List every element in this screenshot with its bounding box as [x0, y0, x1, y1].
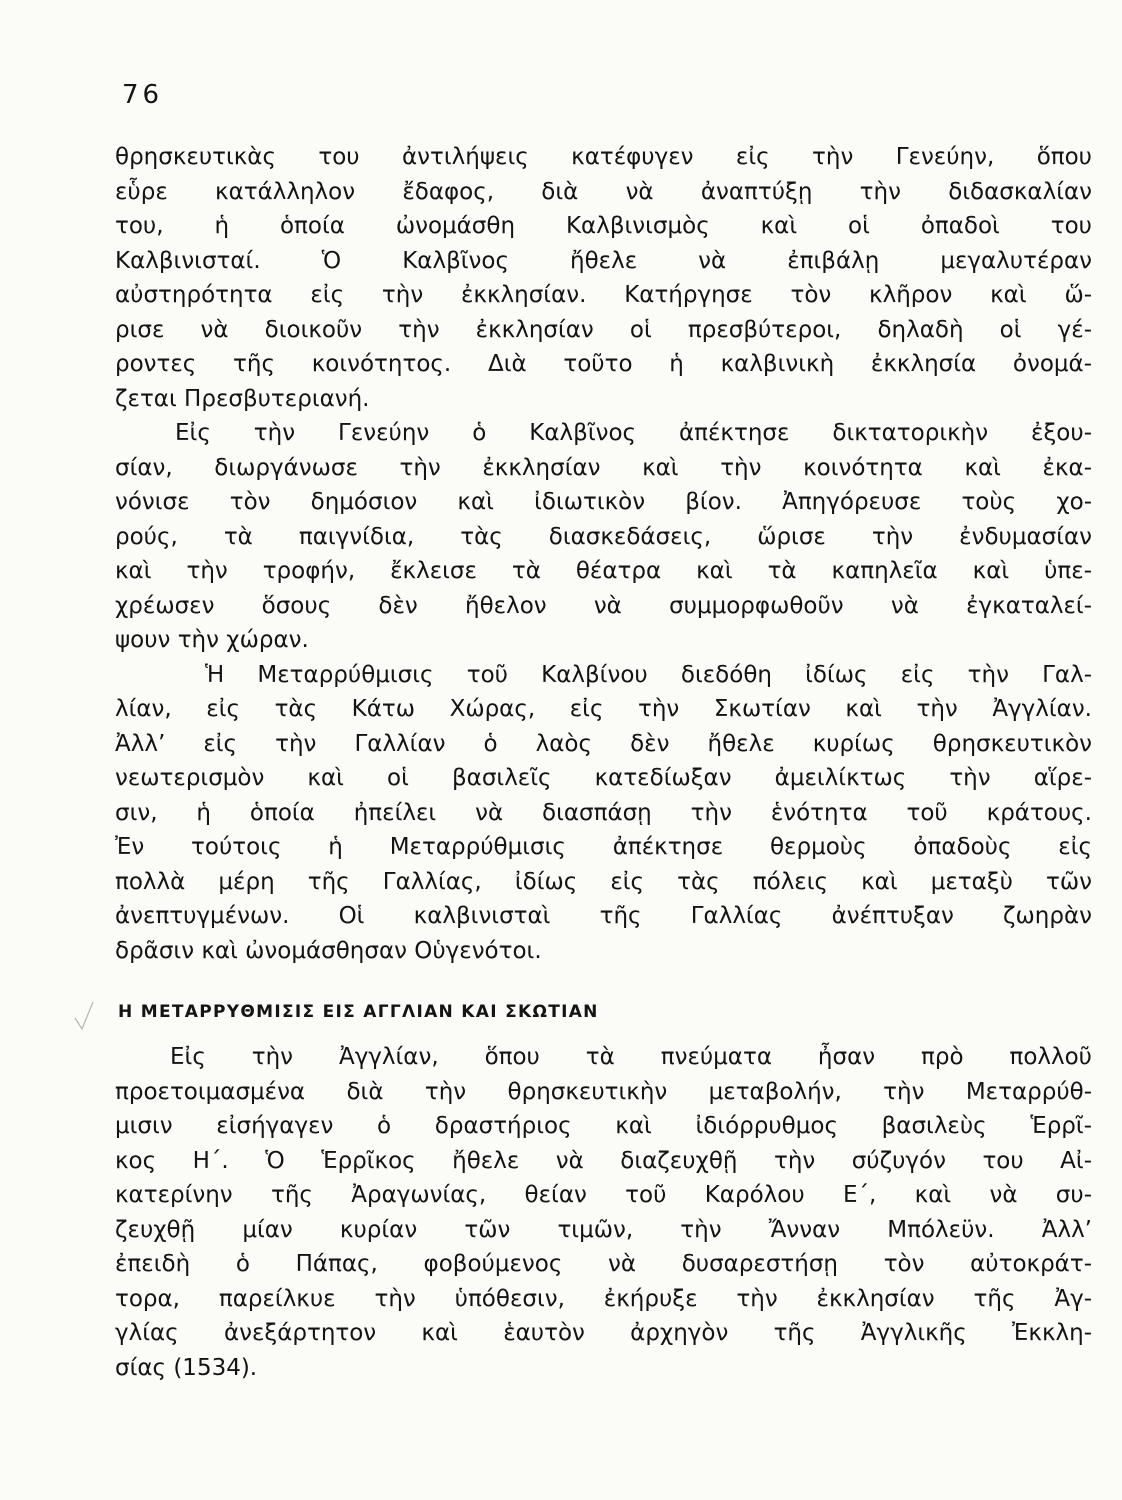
text-line: ζεται Πρεσβυτεριανή. [115, 385, 370, 412]
text-line: ρούς, τὰ παιγνίδια, τὰς διασκεδάσεις, ὥρισε τὴν ἐνδυμασίαν [115, 523, 1092, 550]
text-line: Ἀλλ’ εἰς τὴν Γαλλίαν ὁ λαὸς δὲν ἤθελε κυρίως θρησκευτικὸν [115, 730, 1092, 757]
text-line: σιν, ἡ ὁποία ἠπείλει νὰ διασπάσῃ τὴν ἑνότητα τοῦ κράτους. [115, 799, 1092, 826]
text-line: σίας (1534). [115, 1354, 258, 1381]
text-line: τορα, παρείλκυε τὴν ὑπόθεσιν, ἐκήρυξε τὴν ἐκκλησίαν τῆς Ἀγ- [115, 1285, 1092, 1312]
text-line: ἐπειδὴ ὁ Πάπας, φοβούμενος νὰ δυσαρεστήσῃ τὸν αὐτοκράτ- [115, 1251, 1092, 1277]
text-line: Εἰς τὴν Γενεύην ὁ Καλβῖνος ἀπέκτησε δικτατορικὴν ἐξου- [175, 420, 1092, 446]
body-text-block [115, 140, 1092, 968]
text-line: Καλβινισταί. Ὁ Καλβῖνος ἤθελε νὰ ἐπιβάλῃ μεγαλυτέραν [115, 247, 1092, 274]
text-line: σίαν, διωργάνωσε τὴν ἐκκλησίαν καὶ τὴν κοινότητα καὶ ἐκα- [115, 454, 1092, 481]
text-line: κατερίνην τῆς Ἀραγωνίας, θείαν τοῦ Καρόλου Ε΄, καὶ νὰ συ- [115, 1182, 1092, 1208]
text-line: χρέωσεν ὅσους δὲν ἤθελον νὰ συμμορφωθοῦν νὰ ἐγκαταλεί- [115, 592, 1092, 619]
text-line: ψουν τὴν χώραν. [115, 627, 309, 653]
page-number: 76 [122, 80, 164, 110]
text-line: ζευχθῇ μίαν κυρίαν τῶν τιμῶν, τὴν Ἄνναν Μπόλεϋν. Ἀλλ’ [115, 1216, 1092, 1243]
text-line: κος Η΄. Ὁ Ἑρρῖκος ἤθελε νὰ διαζευχθῇ τὴν σύζυγόν του Αἰ- [115, 1147, 1092, 1174]
text-line: καὶ τὴν τροφήν, ἔκλεισε τὰ θέατρα καὶ τὰ καπηλεῖα καὶ ὑπε- [115, 558, 1092, 584]
text-line: μισιν εἰσήγαγεν ὁ δραστήριος καὶ ἰδιόρρυθμος βασιλεὺς Ἑρρῖ- [115, 1113, 1092, 1139]
text-line: του, ἡ ὁποία ὠνομάσθη Καλβινισμὸς καὶ οἱ ὀπαδοὶ του [115, 213, 1092, 239]
text-line: νόνισε τὸν δημόσιον καὶ ἰδιωτικὸν βίον. Ἀπηγόρευσε τοὺς χο- [115, 489, 1092, 515]
text-line: προετοιμασμένα διὰ τὴν θρησκευτικὴν μεταβολήν, τὴν Μεταρρύθ- [115, 1078, 1092, 1105]
text-line: Εἰς τὴν Ἀγγλίαν, ὅπου τὰ πνεύματα ἦσαν πρὸ πολλοῦ [170, 1044, 1092, 1070]
text-line: δρᾶσιν καὶ ὠνομάσθησαν Οὑγενότοι. [115, 937, 542, 964]
text-line: Ἡ Μεταρρύθμισις τοῦ Καλβίνου διεδόθη ἰδίως εἰς τὴν Γαλ- [205, 661, 1092, 688]
text-line: ἀνεπτυγμένων. Οἱ καλβινισταὶ τῆς Γαλλίας ἀνέπτυξαν ζωηρὰν [115, 903, 1092, 929]
text-line: πολλὰ μέρη τῆς Γαλλίας, ἰδίως εἰς τὰς πόλεις καὶ μεταξὺ τῶν [115, 868, 1092, 895]
section-heading: Η ΜΕΤΑΡΡΥΘΜΙΣΙΣ ΕΙΣ ΑΓΓΛΙΑΝ ΚΑΙ ΣΚΩΤΙΑΝ [118, 1002, 599, 1022]
text-line: αὐστηρότητα εἰς τὴν ἐκκλησίαν. Κατήργησε τὸν κλῆρον καὶ ὥ- [115, 282, 1092, 308]
text-line: λίαν, εἰς τὰς Κάτω Χώρας, εἰς τὴν Σκωτίαν καὶ τὴν Ἀγγλίαν. [115, 696, 1092, 722]
text-line: Ἐν τούτοις ἡ Μεταρρύθμισις ἀπέκτησε θερμοὺς ὀπαδοὺς εἰς [115, 834, 1092, 860]
text-line: ροντες τῆς κοινότητος. Διὰ τοῦτο ἡ καλβινικὴ ἐκκλησία ὀνομά- [115, 351, 1092, 377]
text-line: γλίας ἀνεξάρτητον καὶ ἑαυτὸν ἀρχηγὸν τῆς Ἀγγλικῆς Ἐκκλη- [115, 1320, 1092, 1346]
text-line: ρισε νὰ διοικοῦν τὴν ἐκκλησίαν οἱ πρεσβύτεροι, δηλαδὴ οἱ γέ- [115, 316, 1092, 343]
text-line: θρησκευτικὰς του ἀντιλήψεις κατέφυγεν εἰς τὴν Γενεύην, ὅπου [115, 144, 1092, 170]
section-text-block [115, 1040, 1092, 1385]
pencil-tick-mark [72, 1000, 96, 1032]
text-line: νεωτερισμὸν καὶ οἱ βασιλεῖς κατεδίωξαν ἀμειλίκτως τὴν αἵρε- [115, 765, 1092, 791]
text-line: εὗρε κατάλληλον ἔδαφος, διὰ νὰ ἀναπτύξῃ τὴν διδασκαλίαν [115, 178, 1092, 205]
